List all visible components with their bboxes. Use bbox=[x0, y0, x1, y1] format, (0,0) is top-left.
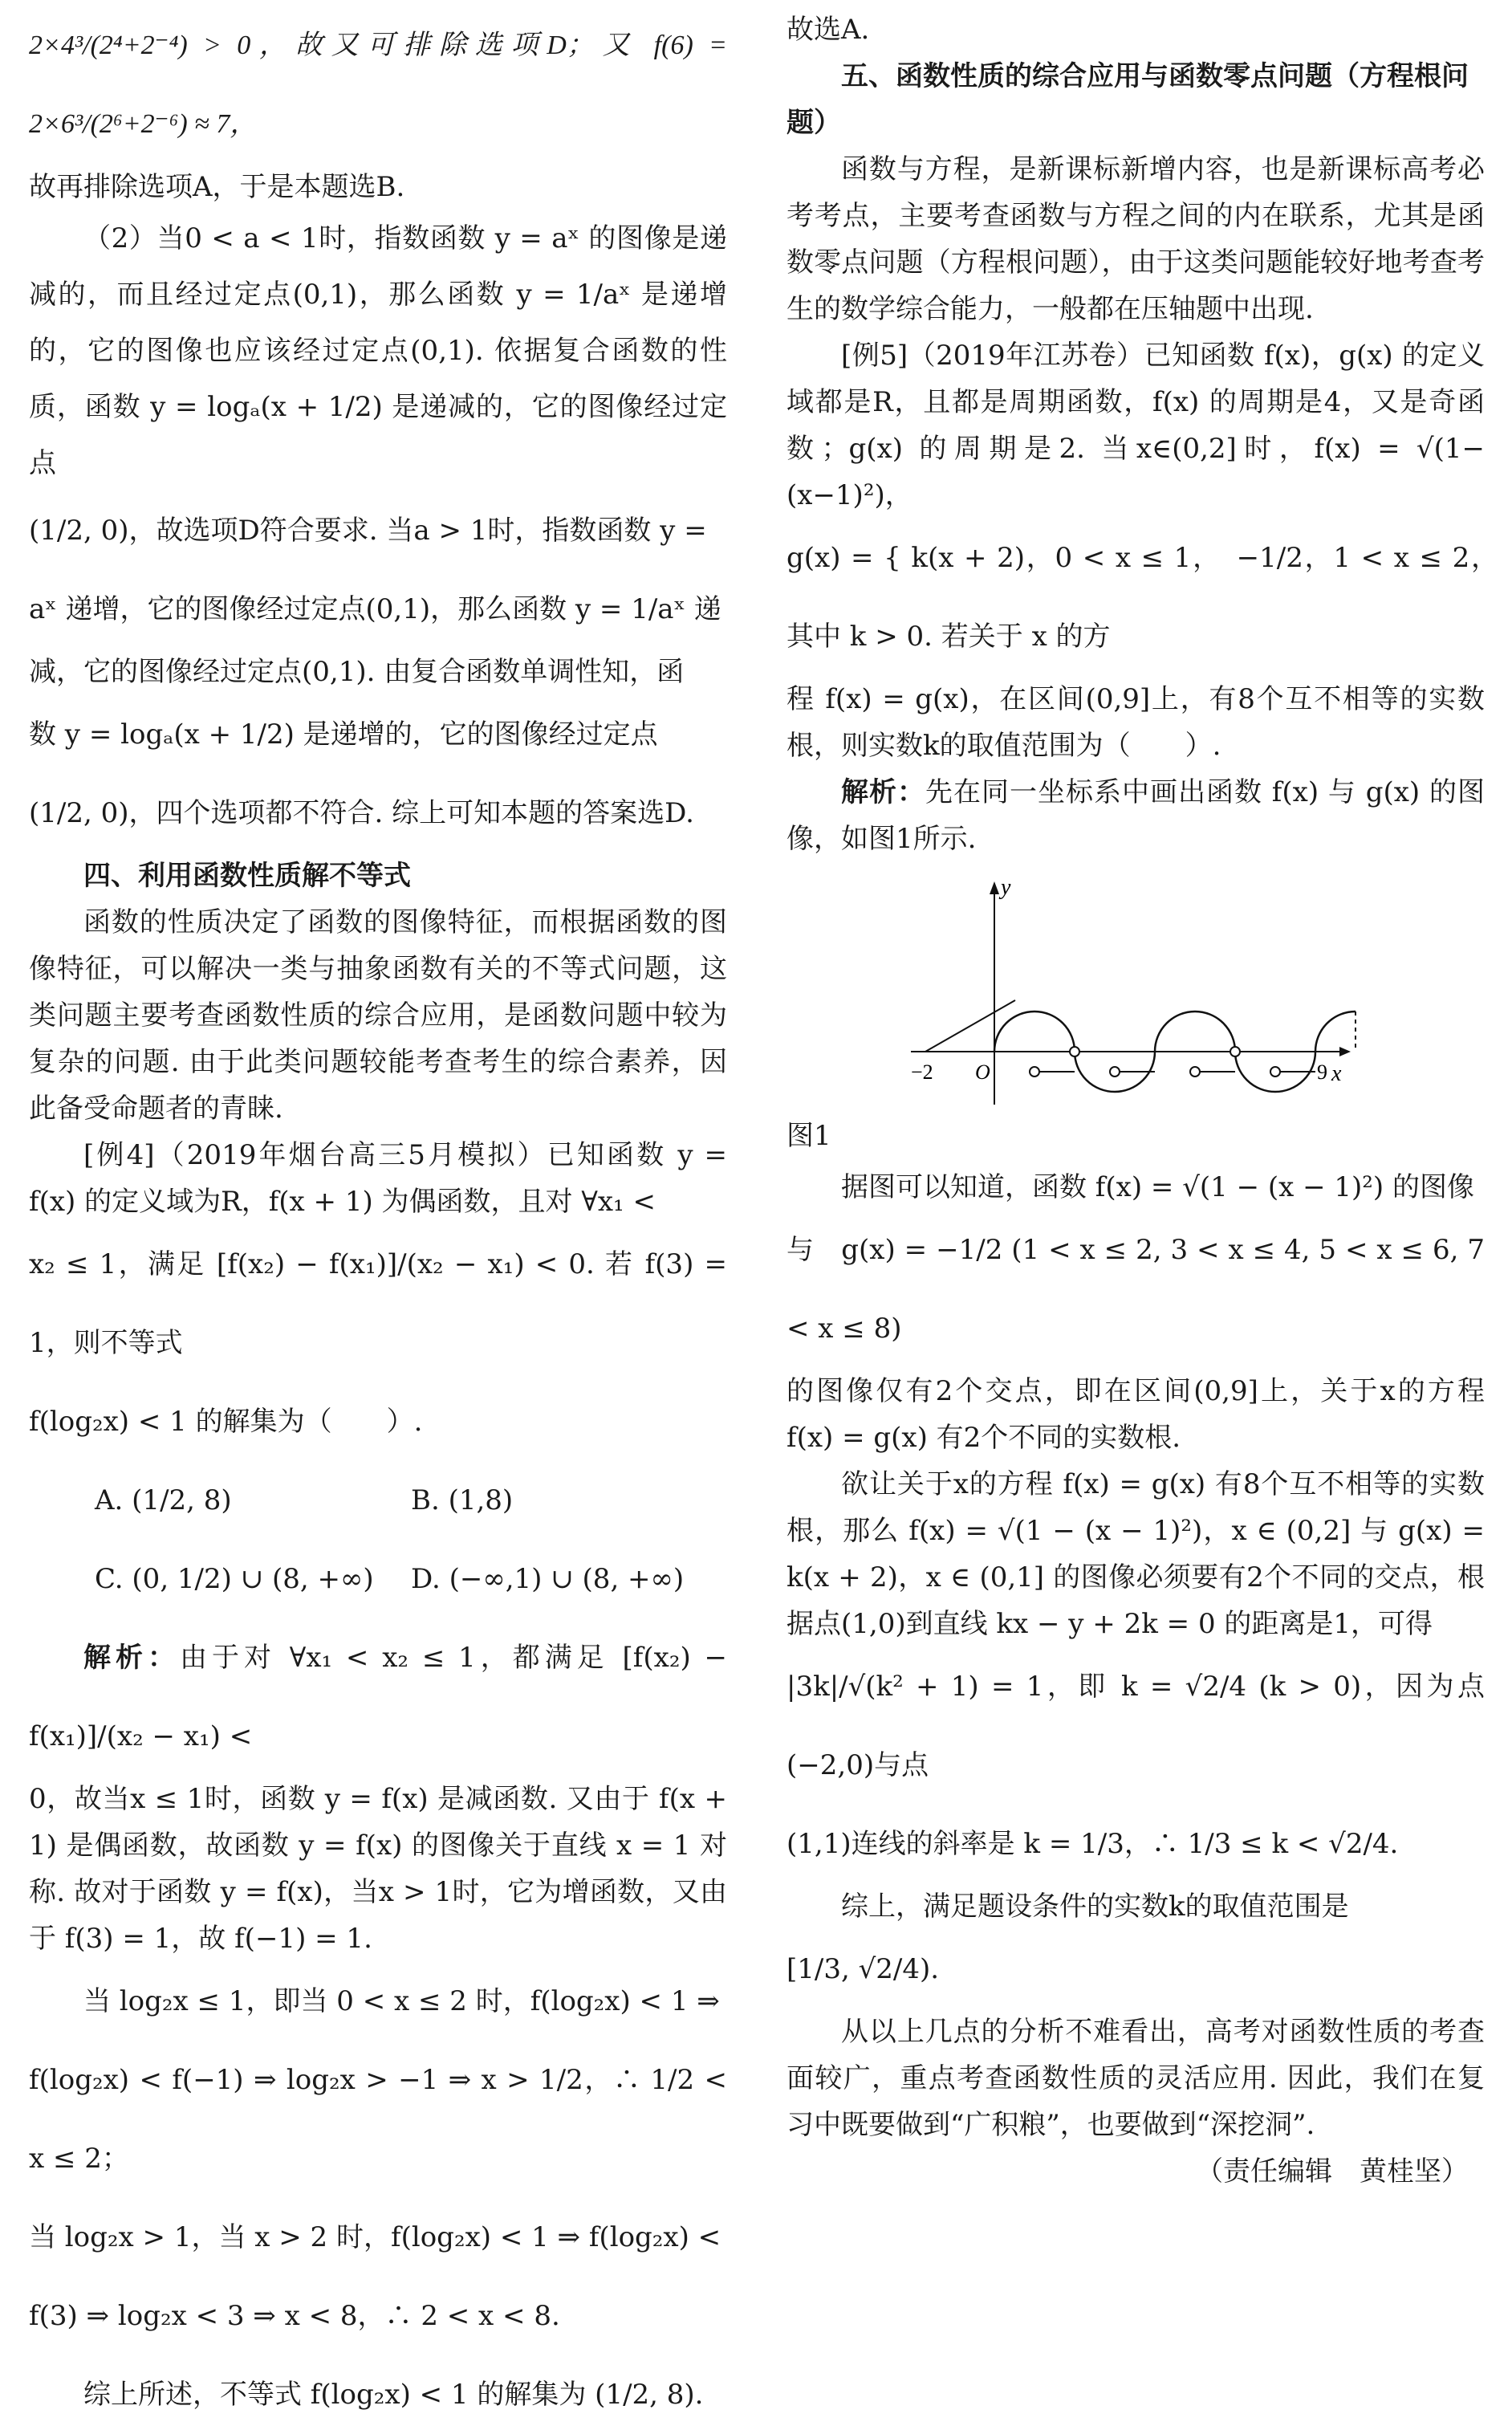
right-para-2b: 与 g(x) = −1/2 (1 < x ≤ 2, 3 < x ≤ 4, 5 < x ≤ 6, 7 < x ≤ 8) bbox=[786, 1234, 1485, 1345]
right-column bbox=[786, 6, 1512, 2195]
solution-4-case-2: 当 log₂x > 1，当 x > 2 时，f(log₂x) < 1 ⇒ f(log₂x) < bbox=[29, 2221, 721, 2253]
right-para-2c: 的图像仅有2个交点，即在区间(0,9]上，关于x的方程 f(x) = g(x) 有2个不同的实数根. bbox=[786, 1375, 1485, 1454]
part2-line-b: (1/2, 0)，故选项D符合要求. 当a > 1时，指数函数 y = bbox=[29, 515, 707, 547]
function-graph bbox=[911, 872, 1360, 1113]
minus-2-label: −2 bbox=[911, 1060, 933, 1084]
right-para-2a: 据图可以知道，函数 f(x) = √(1 − (x − 1)²) 的图像 bbox=[841, 1171, 1475, 1203]
left-column bbox=[29, 6, 727, 2434]
solution-5-text: 先在同一坐标系中画出函数 f(x) 与 g(x) 的图像，如图1所示. bbox=[786, 776, 1485, 855]
y-axis-arrow bbox=[990, 881, 999, 894]
section-5-paragraph: 函数与方程，是新课标新增内容，也是新课标高考必考考点，主要考查函数与方程之间的内在联系，尤其是函数零点问题（方程根问题），由于这类问题能较好地考查考生的数学综合能力，一般都在压轴题中出现. bbox=[786, 153, 1485, 325]
example-5-stem: [例5]（2019年江苏卷）已知函数 f(x)，g(x) 的定义域都是R，且都是周期函数，f(x) 的周期是4，又是奇函数；g(x) 的周期是2. 当x∈(0,2]时，f(x) = √(1−(x−1)²)， bbox=[786, 340, 1485, 511]
left-line-1: 2×4³/(2⁴+2⁻⁴) > 0，故又可排除选项D；又 f(6) = 2×6³/(2⁶+2⁻⁶) ≈ 7， bbox=[29, 31, 727, 139]
editor-credit: （责任编辑 黄桂坚） bbox=[1196, 2155, 1469, 2188]
right-line-1: 故选A. bbox=[786, 14, 870, 46]
part2-paragraph: （2）当0 < a < 1时，指数函数 y = aˣ 的图像是递减的，而且经过定点(0,1)，那么函数 y = 1/aˣ 是递增的，它的图像也应该经过定点(0,1). 依据复合函数的性质，函数 y = logₐ(x + 1/2) 是递减的，它的图像经过定点 bbox=[29, 222, 727, 479]
part2-line-c: aˣ 递增，它的图像经过定点(0,1)，那么函数 y = 1/aˣ 递 bbox=[29, 593, 721, 625]
solution-4-text-1: 由于对 ∀x₁ < x₂ ≤ 1，都满足 [f(x₂) − f(x₁)]/(x₂ − x₁) < bbox=[29, 1642, 728, 1752]
solution-4-case-1b: f(log₂x) < f(−1) ⇒ log₂x > −1 ⇒ x > 1/2，∴ 1/2 < x ≤ 2； bbox=[29, 2064, 727, 2175]
section-4-paragraph: 函数的性质决定了函数的图像特征，而根据函数的图像特征，可以解决一类与抽象函数有关的不等式问题，这类问题主要考查函数性质的综合应用，是函数问题中较为复杂的问题. 由于此类问题较能考查考生的综合素养，因此备受命题者的青睐. bbox=[29, 906, 727, 1125]
solution-4-paragraph: 0，故当x ≤ 1时，函数 y = f(x) 是减函数. 又由于 f(x + 1) 是偶函数，故函数 y = f(x) 的图像关于直线 x = 1 对称. 故对于函数 y = f(x)，当x > 1时，它为增函数，又由于 f(3) = 1，故 f(−1) = 1. bbox=[29, 1783, 727, 1955]
part2-line-e: 数 y = logₐ(x + 1/2) 是递增的，它的图像经过定点 bbox=[29, 718, 658, 751]
example-4-options bbox=[29, 1461, 727, 1618]
option-b: B. (1,8) bbox=[411, 1484, 514, 1516]
part2-line-d: 减，它的图像经过定点(0,1). 由复合函数单调性知，函 bbox=[29, 656, 685, 688]
right-final-paragraph: 从以上几点的分析不难看出，高考对函数性质的考查面较广，重点考查函数性质的灵活应用. 因此，我们在复习中既要做到“广积粮”，也要做到“深挖洞”. bbox=[786, 2016, 1485, 2141]
section-4-heading: 四、利用函数性质解不等式 bbox=[83, 860, 411, 892]
solution-5-line-1 bbox=[786, 769, 1485, 862]
nine-label: 9 bbox=[1317, 1060, 1327, 1084]
origin-label: O bbox=[975, 1060, 990, 1084]
example-4-condition: x₂ ≤ 1，满足 [f(x₂) − f(x₁)]/(x₂ − x₁) < 0. 若 f(3) = 1，则不等式 bbox=[29, 1248, 727, 1359]
solution-4-conclusion: 综上所述，不等式 f(log₂x) < 1 的解集为 (1/2, 8). bbox=[83, 2379, 704, 2411]
solution-label-5: 解析： bbox=[841, 776, 925, 808]
solution-4-case-1: 当 log₂x ≤ 1，即当 0 < x ≤ 2 时，f(log₂x) < 1 ⇒ bbox=[83, 1985, 720, 2017]
right-line-slope: (1,1)连线的斜率是 k = 1/3，∴ 1/3 ≤ k < √2/4. bbox=[786, 1828, 1399, 1860]
example-4-stem: [例4]（2019年烟台高三5月模拟）已知函数 y = f(x) 的定义域为R，f(x + 1) 为偶函数，且对 ∀x₁ < bbox=[29, 1139, 727, 1218]
right-para-3: 欲让关于x的方程 f(x) = g(x) 有8个互不相等的实数根，那么 f(x) = √(1 − (x − 1)²)，x ∈ (0,2] 与 g(x) = k(x + 2)，x ∈ (0,1] 的图像必须要有2个不同的交点，根据点(1,0)到直线 kx − y + 2k = 0 的距离是1，可得 bbox=[786, 1468, 1485, 1640]
option-a: A. (1/2, 8) bbox=[95, 1484, 232, 1516]
option-c: C. (0, 1/2) ∪ (8, +∞) bbox=[95, 1563, 374, 1595]
example-4-question: f(log₂x) < 1 的解集为（ ）. bbox=[29, 1406, 423, 1438]
figure-1 bbox=[786, 872, 1485, 1159]
option-d: D. (−∞,1) ∪ (8, +∞) bbox=[411, 1563, 685, 1595]
part2-line-f: (1/2, 0)，四个选项都不符合. 综上可知本题的答案选D. bbox=[29, 797, 694, 829]
left-line-2: 故再排除选项A，于是本题选B. bbox=[29, 171, 405, 203]
line-k-x-plus-2 bbox=[925, 1000, 1015, 1052]
solution-4-line-1 bbox=[29, 1618, 727, 1776]
right-conclusion: 综上，满足题设条件的实数k的取值范围是 bbox=[841, 1891, 1349, 1923]
section-5-heading: 五、函数性质的综合应用与函数零点问题（方程根问题） bbox=[786, 60, 1469, 139]
solution-label: 解析： bbox=[83, 1642, 180, 1674]
example-5-question: 程 f(x) = g(x)，在区间(0,9]上，有8个互不相等的实数根，则实数k的取值范围为（ ）. bbox=[786, 683, 1485, 762]
figure-caption: 图1 bbox=[786, 1120, 831, 1152]
y-label: y bbox=[1001, 875, 1011, 900]
right-range: [1/3, √2/4). bbox=[786, 1953, 940, 1985]
x-label: x bbox=[1331, 1061, 1342, 1086]
right-line-distance: |3k|/√(k² + 1) = 1，即 k = √2/4 (k > 0)，因为点(−2,0)与点 bbox=[786, 1671, 1485, 1781]
solution-4-case-2b: f(3) ⇒ log₂x < 3 ⇒ x < 8，∴ 2 < x < 8. bbox=[29, 2300, 560, 2332]
x-axis-arrow bbox=[1339, 1047, 1351, 1056]
example-5-piecewise: g(x) = { k(x + 2)，0 < x ≤ 1， −1/2，1 < x ≤ 2， 其中 k > 0. 若关于 x 的方 bbox=[786, 542, 1512, 653]
